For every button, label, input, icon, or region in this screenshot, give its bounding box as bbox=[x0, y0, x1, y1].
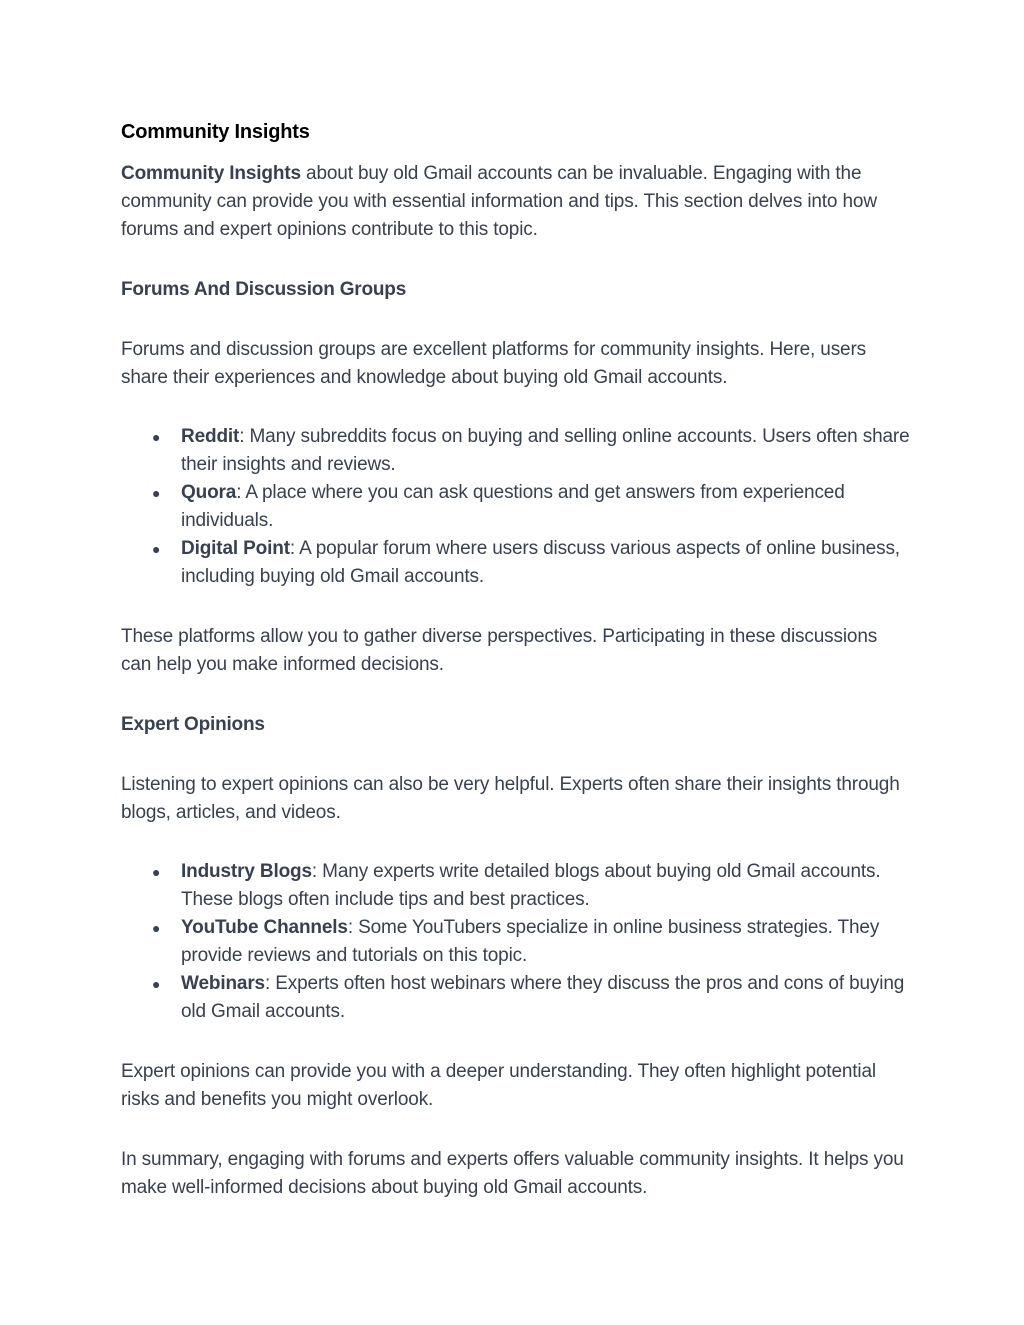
list-item-bold: Digital Point bbox=[181, 538, 290, 559]
list-item-text: : Experts often host webinars where they discuss the pros and cons of buying old Gmail accounts. bbox=[181, 973, 905, 1022]
document-page bbox=[121, 118, 911, 1202]
list-item bbox=[152, 423, 911, 479]
list-item bbox=[152, 970, 911, 1026]
list-item-bold: Webinars bbox=[181, 973, 265, 994]
forums-outro: These platforms allow you to gather diverse perspectives. Participating in these discussions can help you make informed decisions. bbox=[121, 626, 878, 675]
bullet-icon: ● bbox=[152, 541, 161, 557]
summary-paragraph: In summary, engaging with forums and experts offers valuable community insights. It helps you make well-informed decisions about buying old Gmail accounts. bbox=[121, 1149, 904, 1198]
list-item-bold: Quora bbox=[181, 482, 237, 503]
page-title: Community Insights bbox=[121, 121, 310, 143]
list-item bbox=[152, 479, 911, 535]
list-item-text: : Some YouTubers specialize in online business strategies. They provide reviews and tutorials on this topic. bbox=[181, 917, 880, 966]
forums-list bbox=[121, 423, 911, 591]
list-item-bold: YouTube Channels bbox=[181, 917, 348, 938]
list-item bbox=[152, 858, 911, 914]
list-item-text: : Many experts write detailed blogs about buying old Gmail accounts. These blogs often include tips and best practices. bbox=[181, 861, 881, 910]
intro-paragraph bbox=[121, 160, 911, 244]
bullet-icon: ● bbox=[152, 976, 161, 992]
intro-bold: Community Insights bbox=[121, 163, 301, 184]
experts-heading: Expert Opinions bbox=[121, 714, 265, 735]
forums-heading: Forums And Discussion Groups bbox=[121, 279, 407, 300]
list-item-text: : A place where you can ask questions and get answers from experienced individuals. bbox=[181, 482, 845, 531]
bullet-icon: ● bbox=[152, 485, 161, 501]
bullet-icon: ● bbox=[152, 429, 161, 445]
list-item-text: : Many subreddits focus on buying and selling online accounts. Users often share their insights and reviews. bbox=[181, 426, 910, 475]
bullet-icon: ● bbox=[152, 920, 161, 936]
experts-outro: Expert opinions can provide you with a deeper understanding. They often highlight potential risks and benefits you might overlook. bbox=[121, 1061, 876, 1110]
list-item-bold: Reddit bbox=[181, 426, 240, 447]
list-item bbox=[152, 535, 911, 591]
list-item-text: : A popular forum where users discuss various aspects of online business, including buying old Gmail accounts. bbox=[181, 538, 900, 587]
forums-intro: Forums and discussion groups are excellent platforms for community insights. Here, users share their experiences and knowledge about buying old Gmail accounts. bbox=[121, 339, 867, 388]
list-item bbox=[152, 914, 911, 970]
experts-list bbox=[121, 858, 911, 1026]
intro-text: about buy old Gmail accounts can be invaluable. Engaging with the community can provide you with essential information and tips. This section delves into how forums and expert opinions contribute to this topic. bbox=[121, 163, 877, 240]
list-item-bold: Industry Blogs bbox=[181, 861, 312, 882]
bullet-icon: ● bbox=[152, 864, 161, 880]
experts-intro: Listening to expert opinions can also be very helpful. Experts often share their insights through blogs, articles, and videos. bbox=[121, 774, 900, 823]
